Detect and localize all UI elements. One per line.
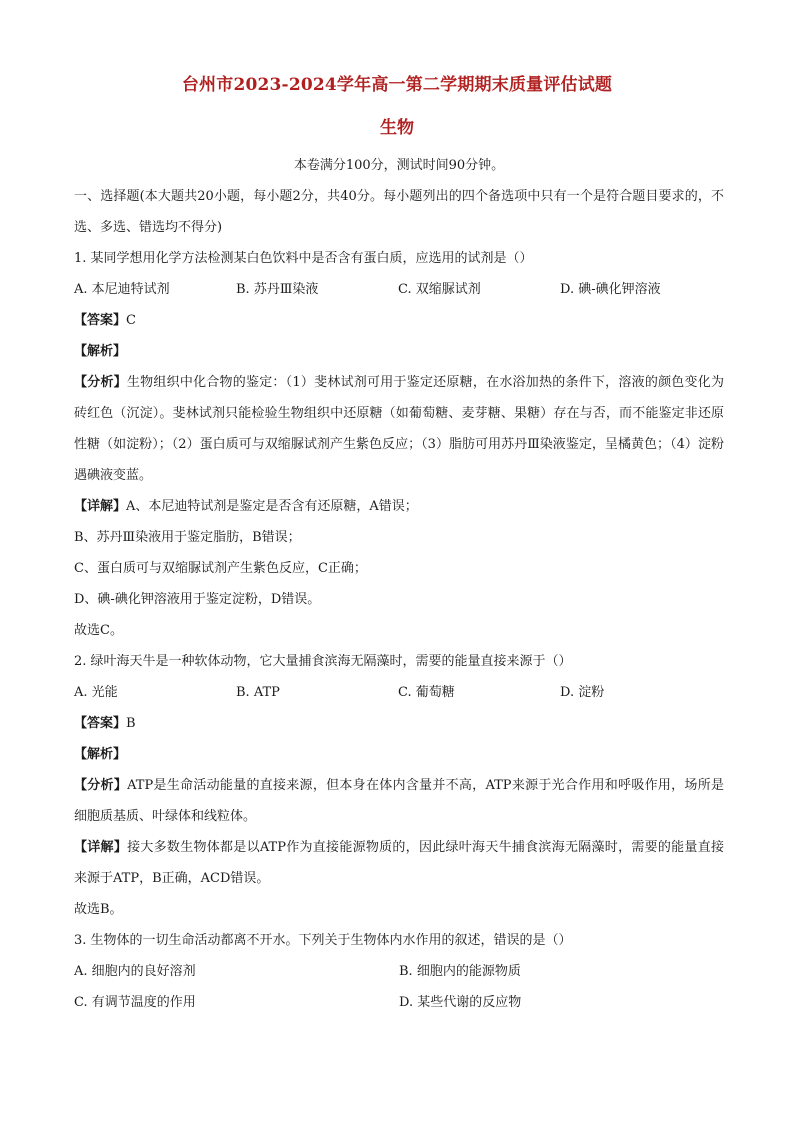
question-3-stem: 3. 生物体的一切生命活动都离不开水。下列关于生物体内水作用的叙述，错误的是（）: [74, 933, 572, 948]
q1-conclusion: 故选C。: [74, 623, 123, 638]
question-2-options: [74, 677, 724, 708]
q1-option-c: C. 双缩脲试剂: [398, 282, 481, 297]
section-heading: 一、选择题(本大题共20小题，每小题2分，共40分。每小题列出的四个备选项中只有一个是符合题目要求的，不选、多选、错选均不得分): [74, 189, 724, 235]
q2-conclusion: 故选B。: [74, 902, 123, 917]
question-3-options-row-2: [74, 987, 724, 1018]
q2-analysis-tag: 【解析】: [74, 747, 127, 762]
question-2-stem: 2. 绿叶海天牛是一种软体动物，它大量捕食滨海无隔藻时，需要的能量直接来源于（）: [74, 654, 572, 669]
q3-option-a: A. 细胞内的良好溶剂: [74, 964, 196, 979]
fenxi-text: 生物组织中化合物的鉴定：（1）斐林试剂可用于鉴定还原糖，在水浴加热的条件下，溶液的颜色变化为砖红色（沉淀）。斐林试剂只能检验生物组织中还原糖（如葡萄糖、麦芽糖、果糖）存在与否，而不能鉴定非还原性糖（如淀粉）；（2）蛋白质可与双缩脲试剂产生紫色反应；（3）脂肪可用苏丹Ⅲ染液鉴定，呈橘黄色；（4）淀粉遇碘液变蓝。: [74, 375, 724, 483]
subject-title: 生物: [380, 118, 414, 138]
fenxi-text: ATP是生命活动能量的直接来源，但本身在体内含量并不高，ATP来源于光合作用和呼吸作用，场所是细胞质基质、叶绿体和线粒体。: [74, 778, 724, 824]
q1-detail-d: D、碘-碘化钾溶液用于鉴定淀粉，D错误。: [74, 592, 321, 607]
q2-option-b: B. ATP: [236, 685, 280, 700]
answer-tag: 【答案】: [74, 313, 127, 328]
q1-detail-b: B、苏丹Ⅲ染液用于鉴定脂肪，B错误；: [74, 530, 301, 545]
q1-xiangjie: [74, 491, 724, 522]
answer-value: B: [126, 716, 136, 731]
q1-detail-c: C、蛋白质可与双缩脲试剂产生紫色反应，C正确；: [74, 561, 367, 576]
xiangjie-text: 接大多数生物体都是以ATP作为直接能源物质的，因此绿叶海天牛捕食滨海无隔藻时，需要的能量直接来源于ATP，B正确，ACD错误。: [74, 840, 724, 886]
q2-xiangjie: [74, 832, 724, 894]
score-time-note: 本卷满分100分，测试时间90分钟。: [293, 158, 505, 173]
xiangjie-tag: 【详解】: [74, 840, 128, 855]
q1-option-b: B. 苏丹Ⅲ染液: [236, 282, 319, 297]
xiangjie-tag: 【详解】: [74, 499, 127, 514]
q1-analysis-tag: 【解析】: [74, 344, 127, 359]
question-1-stem: 1. 某同学想用化学方法检测某白色饮料中是否含有蛋白质，应选用的试剂是（）: [74, 251, 533, 266]
q2-answer: [74, 708, 724, 739]
document-body: [74, 150, 724, 1018]
fenxi-tag: 【分析】: [74, 375, 127, 390]
q2-fenxi: [74, 770, 724, 832]
q2-option-d: D. 淀粉: [560, 685, 605, 700]
q3-option-b: B. 细胞内的能源物质: [399, 964, 521, 979]
answer-tag: 【答案】: [74, 716, 127, 731]
q3-option-d: D. 某些代谢的反应物: [399, 995, 522, 1010]
q1-option-d: D. 碘-碘化钾溶液: [560, 282, 661, 297]
question-3-options-row-1: [74, 956, 724, 987]
q2-option-c: C. 葡萄糖: [398, 685, 455, 700]
exam-title: 台州市2023-2024学年高一第二学期期末质量评估试题: [181, 75, 613, 95]
q2-option-a: A. 光能: [74, 685, 118, 700]
q1-answer: [74, 305, 724, 336]
fenxi-tag: 【分析】: [74, 778, 128, 793]
q1-option-a: A. 本尼迪特试剂: [74, 282, 170, 297]
xiangjie-text: A、本尼迪特试剂是鉴定是否含有还原糖，A错误；: [126, 499, 418, 514]
q3-option-c: C. 有调节温度的作用: [74, 995, 196, 1010]
question-1-options: [74, 274, 724, 305]
answer-value: C: [126, 313, 136, 328]
q1-fenxi: [74, 367, 724, 491]
